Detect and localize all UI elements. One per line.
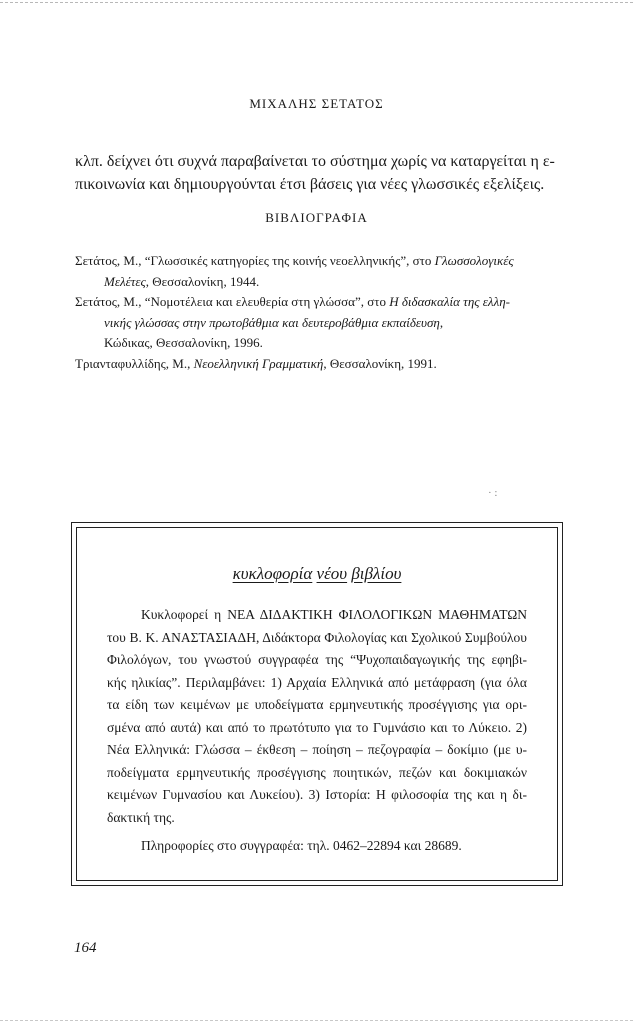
entry-line: Κώδικας, Θεσσαλονίκη, 1996. xyxy=(104,335,263,350)
title-word: βιβλίου xyxy=(351,564,402,583)
body-line: ποδείγματα ερμηνευτικής προσέγγισης ποιητικών, πεζών και δοκιμιακών xyxy=(107,764,527,780)
text-line: κλπ. δείχνει ότι συχνά παραβαίνεται το σύστημα χωρίς να καταργείται η ε- xyxy=(75,153,555,170)
bibliography-entry xyxy=(75,251,567,292)
continuation-paragraph xyxy=(75,150,563,196)
running-head: ΜΙΧΑΛΗΣ ΣΕΤΑΤΟΣ xyxy=(249,96,384,111)
title-word: κυκλοφορία xyxy=(232,564,313,583)
body-line: σμένα από αυτά) και από το πρωτότυπο για το Γυμνάσιο και το Λύκειο. 2) xyxy=(107,719,527,735)
body-line: Φιλολόγων, του γνωστού συγγραφέα της “Ψυχοπαιδαγωγικής της εφηβι- xyxy=(107,652,527,667)
bibliography-entry xyxy=(75,354,567,375)
body-line: Νέα Ελληνικά: Γλώσσα – έκθεση – ποίηση – πεζογραφία – δοκίμιο (με υ- xyxy=(107,742,527,757)
announcement-body xyxy=(107,604,527,829)
contact-line: Πληροφορίες στο συγγραφέα: τηλ. 0462–22894 και 28689. xyxy=(141,838,462,853)
entry-italic: Γλωσσολογικές xyxy=(434,253,514,268)
announcement-title xyxy=(77,564,557,584)
entry-text: Τριανταφυλλίδης, Μ., xyxy=(75,355,194,371)
entry-line xyxy=(75,354,567,375)
stray-marks: · : xyxy=(488,487,498,499)
body-line: Κυκλοφορεί η ΝΕΑ ΔΙΔΑΚΤΙΚΗ ΦΙΛΟΛΟΓΙΚΩΝ ΜΑΘΗΜΑΤΩΝ xyxy=(141,607,527,622)
entry-text: , Θεσσαλονίκη, 1991. xyxy=(323,355,437,371)
entry-italic: νικής γλώσσας στην πρωτοβάθμια και δευτεροβάθμια εκπαίδευση xyxy=(104,314,440,330)
entry-italic: Μελέτες xyxy=(104,273,146,289)
book-announcement-box xyxy=(71,522,563,886)
bottom-scan-edge xyxy=(0,1020,633,1021)
text-line: πικοινωνία και δημιουργούνται έτσι βάσεις για νέες γλωσσικές εξελίξεις. xyxy=(75,176,545,193)
entry-italic: Νεοελληνική Γραμματική xyxy=(193,355,324,371)
body-line: κής ηλικίας”. Περιλαμβάνει: 1) Αρχαία Ελληνικά από μετάφραση (για όλα xyxy=(107,674,527,690)
top-scan-edge xyxy=(0,2,633,3)
inner-frame xyxy=(76,527,558,881)
entry-text: , Θεσσαλονίκη, 1944. xyxy=(145,273,260,289)
body-line: τα είδη των κειμένων με υποδείγματα ερμηνευτικής προσέγγισης για ορι- xyxy=(107,697,527,712)
entry-line xyxy=(75,272,567,293)
entry-italic: Η διδασκαλία της ελλη- xyxy=(389,294,510,309)
bibliography-heading: ΒΙΒΛΙΟΓΡΑΦΙΑ xyxy=(265,210,368,225)
entry-line xyxy=(75,292,567,313)
entry-text: , xyxy=(439,314,444,330)
title-word: νέου xyxy=(316,564,348,583)
entry-text: Σετάτος, Μ., “Γλωσσικές κατηγορίες της κοινής νεοελληνικής”, στο xyxy=(75,253,435,268)
entry-line xyxy=(75,251,567,272)
body-line: του Β. Κ. ΑΝΑΣΤΑΣΙΑΔΗ, Διδάκτορα Φιλολογίας και Σχολικού Συμβούλου xyxy=(107,629,527,645)
entry-line xyxy=(75,313,567,334)
bibliography-list xyxy=(75,251,567,374)
entry-text: Σετάτος, Μ., “Νομοτέλεια και ελευθερία στη γλώσσα”, στο xyxy=(75,294,390,309)
body-line: δακτική της. xyxy=(107,809,175,825)
body-line: κειμένων Γυμνασίου και Λυκείου). 3) Ιστορία: Η φιλοσοφία της και η δι- xyxy=(107,787,527,802)
page-number: 164 xyxy=(74,940,97,956)
bibliography-entry xyxy=(75,292,567,354)
